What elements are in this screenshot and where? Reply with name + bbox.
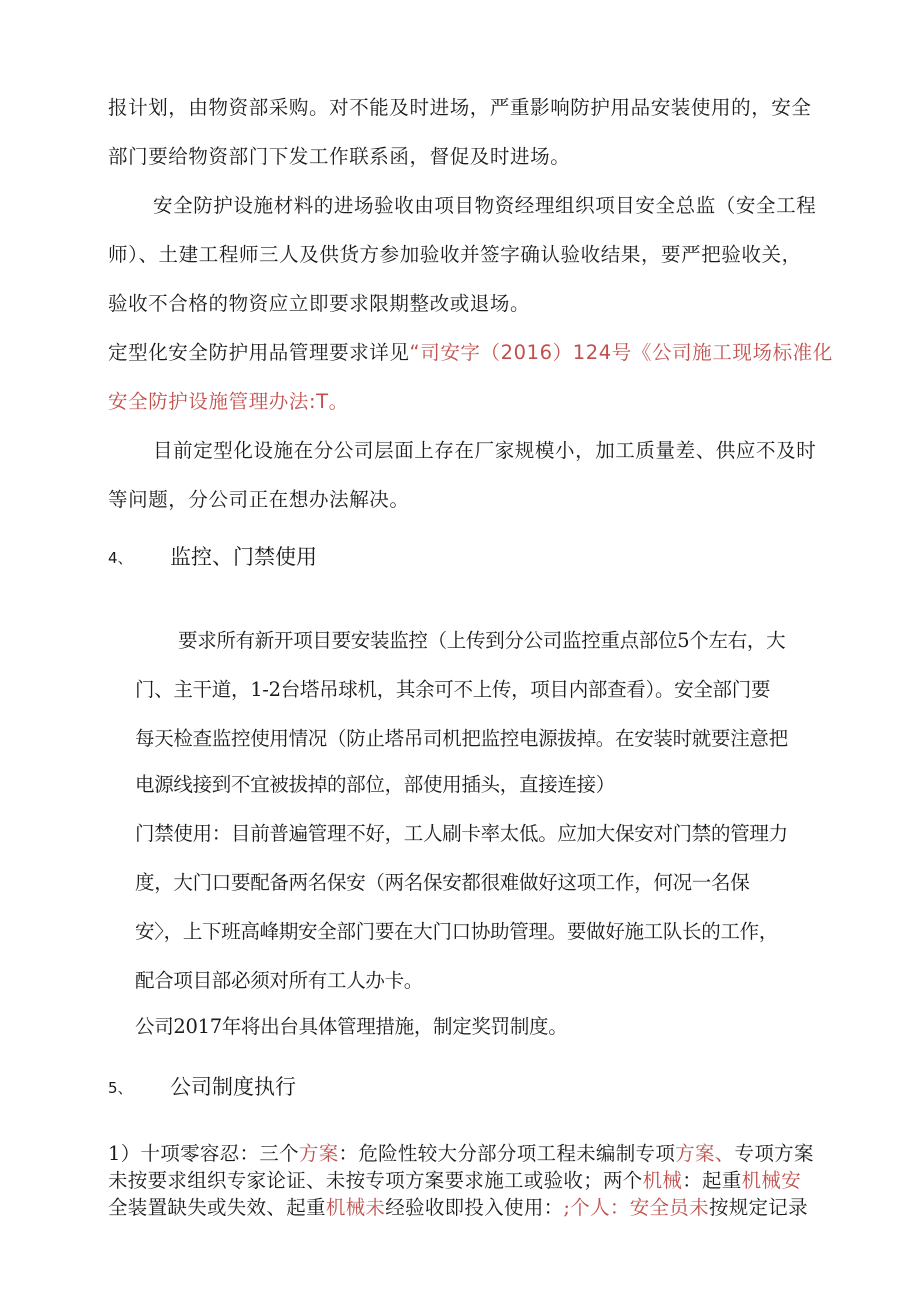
rule-text: ：危险性较大分部分项工程未编制专项 bbox=[338, 1142, 676, 1165]
highlight-text: ;个人：安全员未 bbox=[563, 1196, 709, 1219]
body-text-line: 公司2017年将出台具体管理措施，制定奖罚制度。 bbox=[135, 1015, 568, 1038]
section-title: 公司制度执行 bbox=[170, 1075, 296, 1099]
highlight-text: 方案、 bbox=[675, 1142, 735, 1165]
rule-text: 按规定记录 bbox=[708, 1196, 808, 1219]
body-text-line: 要求所有新开项目要安装监控（上传到分公司监控重点部位5个左右，大 bbox=[178, 629, 786, 652]
body-text-line: 等问题，分公司正在想办法解决。 bbox=[108, 488, 410, 511]
rule-text: 经验收即投入使用： bbox=[385, 1196, 564, 1219]
reference-doc-title-cont: 安全防护设施管理办法:T。 bbox=[108, 390, 349, 413]
section-number: 4、 bbox=[108, 549, 133, 567]
body-text-line: 部门要给物资部门下发工作联系函，督促及时进场。 bbox=[108, 145, 571, 168]
body-text-line: 安〉，上下班高峰期安全部门要在大门口协助管理。要做好施工队长的工作， bbox=[135, 920, 779, 943]
body-text-line: 师）、土建工程师三人及供货方参加验收并签字确认验收结果，要严把验收关， bbox=[108, 243, 802, 266]
section-number: 5、 bbox=[108, 1079, 133, 1097]
rule-text: 全装置缺失或失效、起重 bbox=[108, 1196, 326, 1219]
body-text-line: 目前定型化设施在分公司层面上存在厂家规模小，加工质量差、供应不及时 bbox=[153, 439, 817, 462]
body-text-line: 报计划，由物资部采购。对不能及时进场，严重影响防护用品安装使用的，安全 bbox=[108, 96, 812, 119]
highlight-text: 机械未 bbox=[325, 1196, 386, 1219]
body-text-line: 门、主干道，1-2台塔吊球机，其余可不上传，项目内部查看）。安全部门要 bbox=[135, 678, 771, 701]
reference-doc-title: “司安字（2016）124号《公司施工现场标准化 bbox=[409, 341, 833, 364]
body-text-line: 每天检查监控使用情况（防止塔吊司机把监控电源拔掉。在安装时就要注意把 bbox=[135, 727, 788, 750]
body-text-line: 门禁使用：目前普遍管理不好，工人刷卡率太低。应加大保安对门禁的管理力 bbox=[135, 822, 788, 845]
body-text-line: 安全防护设施材料的进场验收由项目物资经理组织项目安全总监（安全工程 bbox=[153, 194, 817, 217]
rule-text-line bbox=[108, 1168, 801, 1194]
reference-prefix: 定型化安全防护用品管理要求详见 bbox=[108, 341, 410, 364]
section-title: 监控、门禁使用 bbox=[170, 545, 317, 569]
body-text-line: 电源线接到不宜被拔掉的部位，部使用插头，直接连接） bbox=[135, 773, 616, 796]
rule-text: ：起重 bbox=[682, 1169, 742, 1192]
rule-text-line bbox=[108, 1141, 814, 1167]
body-text-line: 验收不合格的物资应立即要求限期整改或退场。 bbox=[108, 292, 531, 315]
highlight-text: 机械安 bbox=[741, 1169, 802, 1192]
body-text-line: 度，大门口要配备两名保安（两名保安都很难做好这项工作，何况一名保 bbox=[135, 871, 750, 894]
rule-text-line bbox=[108, 1195, 808, 1221]
rule-text: 未按要求组织专家论证、未按专项方案要求施工或验收；两个 bbox=[108, 1169, 643, 1192]
highlight-text: 方案 bbox=[298, 1142, 339, 1165]
reference-line bbox=[108, 340, 833, 366]
highlight-text: 机械 bbox=[642, 1169, 683, 1192]
body-text-line: 配合项目部必须对所有工人办卡。 bbox=[135, 969, 424, 992]
rule-text: 1）十项零容忍：三个 bbox=[108, 1142, 299, 1165]
rule-text: 专项方案 bbox=[734, 1142, 814, 1165]
